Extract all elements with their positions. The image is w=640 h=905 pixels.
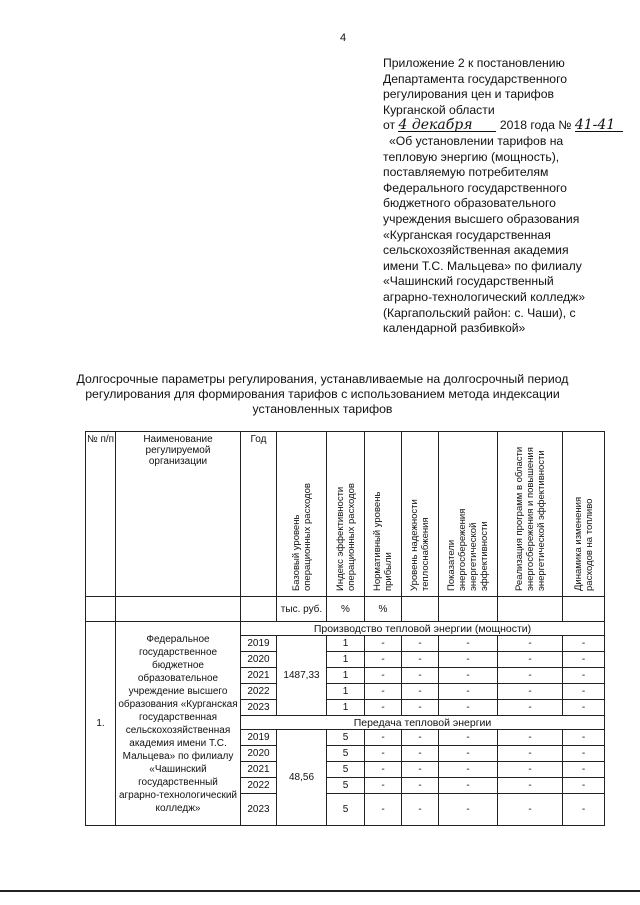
reliability-cell: - — [402, 684, 439, 700]
energy-eff-cell: - — [439, 700, 498, 716]
reliability-cell: - — [402, 730, 439, 746]
index-cell: 1 — [327, 636, 365, 652]
index-cell: 1 — [327, 700, 365, 716]
appendix-subject-line: календарной разбивкой» — [383, 321, 526, 336]
index-cell: 1 — [327, 668, 365, 684]
profit-cell: - — [365, 700, 402, 716]
programs-cell: - — [498, 700, 563, 716]
appendix-subject-line: тепловую энергию (мощность), — [383, 149, 560, 164]
appendix-date-line — [383, 118, 623, 134]
appendix-subject-line: «Курганская государственная — [383, 227, 551, 242]
energy-eff-cell: - — [439, 730, 498, 746]
programs-cell: - — [498, 762, 563, 778]
bottom-border — [0, 890, 640, 892]
fuel-cell: - — [563, 636, 605, 652]
appendix-subject-line: «Об установлении тарифов на — [389, 133, 564, 148]
energy-eff-cell: - — [439, 652, 498, 668]
unit-base: тыс. руб. — [277, 597, 327, 622]
section-title: Производство тепловой энергии (мощности) — [241, 622, 605, 636]
index-cell: 1 — [327, 652, 365, 668]
header-programs — [498, 432, 563, 597]
reliability-cell: - — [402, 700, 439, 716]
programs-cell: - — [498, 778, 563, 794]
energy-eff-cell: - — [439, 668, 498, 684]
profit-cell: - — [365, 652, 402, 668]
reliability-cell: - — [402, 794, 439, 826]
base-cost-cell: 48,56 — [277, 730, 327, 826]
appendix-block — [383, 56, 623, 337]
profit-cell: - — [365, 762, 402, 778]
year-cell: 2021 — [241, 668, 277, 684]
appendix-line: Приложение 2 к постановлению — [383, 56, 565, 70]
index-cell: 5 — [327, 762, 365, 778]
date-year: 2018 года № — [499, 118, 572, 133]
section-row — [86, 622, 605, 636]
handwritten-number: 41-41 — [575, 119, 623, 132]
header-year: Год — [241, 432, 277, 597]
appendix-subject-line: «Чашинский государственный — [383, 274, 554, 289]
programs-cell: - — [498, 730, 563, 746]
header-org: Наименование регулируемой организации — [116, 432, 241, 597]
year-cell: 2019 — [241, 730, 277, 746]
unit-index: % — [327, 597, 365, 622]
appendix-subject-line: (Каргапольский район: с. Чаши), с — [383, 305, 576, 320]
header-num: № п/п — [86, 432, 116, 597]
header-base — [277, 432, 327, 597]
energy-eff-cell: - — [439, 794, 498, 826]
fuel-cell: - — [563, 762, 605, 778]
page-number: 4 — [340, 32, 347, 44]
year-cell: 2020 — [241, 746, 277, 762]
row-number: 1. — [86, 622, 116, 826]
fuel-cell: - — [563, 684, 605, 700]
header-reliability — [402, 432, 439, 597]
fuel-cell: - — [563, 778, 605, 794]
appendix-subject-line: имени Т.С. Мальцева» по филиалу — [383, 258, 582, 273]
year-cell: 2019 — [241, 636, 277, 652]
reliability-cell: - — [402, 668, 439, 684]
header-reliability-text: Уровень надежности теплоснабжения — [409, 499, 431, 591]
appendix-subject-line: аграрно-технологический колледж» — [383, 289, 586, 304]
unit-profit: % — [365, 597, 402, 622]
programs-cell: - — [498, 652, 563, 668]
base-cost-cell: 1487,33 — [277, 636, 327, 716]
date-prefix: от — [383, 118, 396, 133]
appendix-subject-line: сельскохозяйственная академия — [383, 243, 569, 258]
reliability-cell: - — [402, 652, 439, 668]
reliability-cell: - — [402, 746, 439, 762]
parameters-table — [85, 431, 605, 826]
header-fuel — [563, 432, 605, 597]
index-cell: 1 — [327, 684, 365, 700]
year-cell: 2023 — [241, 700, 277, 716]
energy-eff-cell: - — [439, 778, 498, 794]
document-title: Долгосрочные параметры регулирования, устанавливаемые на долгосрочный период регулирования для формирования тарифов с использованием метода индексации установленных тарифов — [76, 372, 569, 416]
appendix-line: Департамента государственного — [383, 71, 568, 86]
energy-eff-cell: - — [439, 762, 498, 778]
appendix-subject-line: бюджетного образовательного — [383, 196, 556, 211]
header-programs-text: Реализация программ в области энергосбережения и повышения энергетической эффективности — [513, 446, 547, 591]
programs-cell: - — [498, 684, 563, 700]
reliability-cell: - — [402, 636, 439, 652]
fuel-cell: - — [563, 794, 605, 826]
year-cell: 2022 — [241, 684, 277, 700]
energy-eff-cell: - — [439, 746, 498, 762]
header-profit — [365, 432, 402, 597]
profit-cell: - — [365, 684, 402, 700]
programs-cell: - — [498, 746, 563, 762]
appendix-subject-line: учреждения высшего образования — [383, 211, 580, 226]
header-base-text: Базовый уровень операционных расходов — [290, 483, 313, 591]
year-cell: 2021 — [241, 762, 277, 778]
year-cell: 2020 — [241, 652, 277, 668]
profit-cell: - — [365, 636, 402, 652]
year-cell: 2022 — [241, 778, 277, 794]
header-fuel-text: Динамика изменения расходов на топливо — [572, 496, 595, 591]
fuel-cell: - — [563, 730, 605, 746]
index-cell: 5 — [327, 794, 365, 826]
handwritten-date: 4 декабря — [398, 119, 496, 132]
index-cell: 5 — [327, 730, 365, 746]
fuel-cell: - — [563, 652, 605, 668]
profit-cell: - — [365, 778, 402, 794]
organization-name: Федеральное государственное бюджетное образовательное учреждение высшего образования «Курганская государственная сельскохозяйственная академия имени Т.С. Мальцева» по филиалу «Чашинский государственный аграрно-технологический колледж» — [116, 622, 241, 826]
header-index-text: Индекс эффективности операционных расходов — [334, 483, 357, 591]
index-cell: 5 — [327, 746, 365, 762]
header-index — [327, 432, 365, 597]
profit-cell: - — [365, 794, 402, 826]
programs-cell: - — [498, 794, 563, 826]
profit-cell: - — [365, 730, 402, 746]
reliability-cell: - — [402, 778, 439, 794]
energy-eff-cell: - — [439, 684, 498, 700]
energy-eff-cell: - — [439, 636, 498, 652]
fuel-cell: - — [563, 668, 605, 684]
appendix-subject — [383, 134, 623, 337]
header-row — [86, 432, 605, 597]
appendix-subject-line: поставляемую потребителям — [383, 165, 549, 180]
appendix-subject-line: Федерального государственного — [383, 180, 567, 195]
fuel-cell: - — [563, 746, 605, 762]
fuel-cell: - — [563, 700, 605, 716]
units-row — [86, 597, 605, 622]
profit-cell: - — [365, 668, 402, 684]
index-cell: 5 — [327, 778, 365, 794]
profit-cell: - — [365, 746, 402, 762]
appendix-line: Курганской области — [383, 102, 495, 117]
header-energy-eff-text: Показатели энергосбережения энергетической эффективности — [446, 508, 490, 591]
header-profit-text: Нормативный уровень прибыли — [372, 491, 394, 591]
header-energy-eff — [439, 432, 498, 597]
year-cell: 2023 — [241, 794, 277, 826]
programs-cell: - — [498, 636, 563, 652]
appendix-line: регулирования цен и тарифов — [383, 87, 554, 102]
section-title: Передача тепловой энергии — [241, 716, 605, 730]
reliability-cell: - — [402, 762, 439, 778]
programs-cell: - — [498, 668, 563, 684]
